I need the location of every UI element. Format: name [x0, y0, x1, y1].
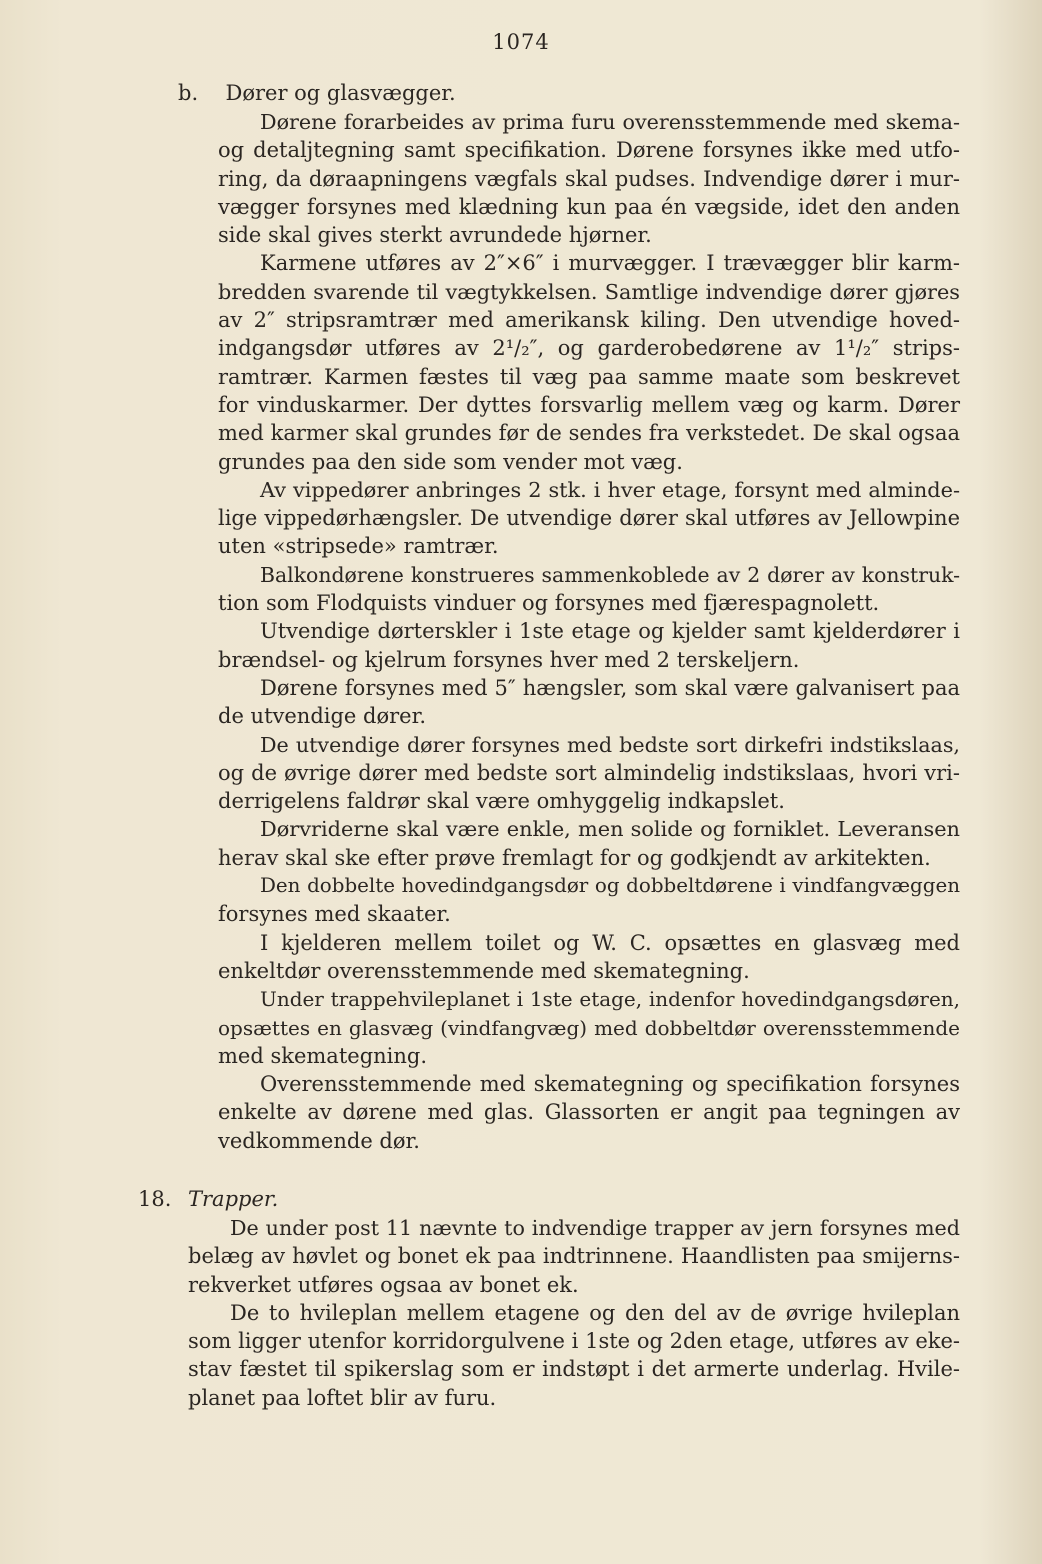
text-line: De utvendige dører forsynes med bedste sort dirkefri indstikslaas, — [260, 732, 960, 757]
paragraph — [218, 617, 964, 674]
text-line: side skal gives sterkt avrundede hjørner. — [218, 223, 652, 248]
paragraph — [218, 476, 964, 561]
text-line: med skemategning. — [218, 1043, 428, 1068]
text-line: som ligger utenfor korridorgulvene i 1ste og 2den etage, utføres av eke- — [188, 1329, 960, 1354]
text-line: planet paa loftet blir av furu. — [188, 1385, 497, 1410]
text-line: rekverket utføres ogsaa av bonet ek. — [188, 1272, 579, 1297]
text-line: Den dobbelte hovedindgangsdør og dobbeltdørene i vindfangvæggen — [260, 874, 960, 898]
text-line: forsynes med skaater. — [218, 902, 451, 927]
text-line: vægger forsynes med klædning kun paa én vægside, idet den anden — [218, 194, 960, 219]
text-line: grundes paa den side som vender mot væg. — [218, 449, 683, 474]
page-number: 1074 — [492, 30, 550, 54]
section-title: Dører og glasvægger. — [225, 81, 456, 105]
text-line: med karmer skal grundes før de sendes fra verkstedet. De skal ogsaa — [218, 421, 960, 446]
paragraph — [218, 561, 964, 618]
text-line: Dørene forsynes med 5″ hængsler, som skal være galvanisert paa — [260, 675, 960, 700]
text-line: enkelte av dørene med glas. Glassorten er angit paa tegningen av — [218, 1100, 960, 1125]
section-doors-and-glass-walls — [178, 78, 964, 1155]
paragraph — [218, 674, 964, 731]
text-line: ring, da døraapningens vægfals skal pudses. Indvendige dører i mur- — [218, 166, 960, 191]
text-line: stav fæstet til spikerslag som er indstøpt i det armerte underlag. Hvile- — [188, 1357, 960, 1382]
text-line: tion som Flodquists vinduer og forsynes med fjærespagnolett. — [218, 591, 880, 616]
text-line: opsættes en glasvæg (vindfangvæg) med dobbeltdør overensstemmende — [218, 1015, 960, 1040]
paragraph — [218, 985, 964, 1070]
text-line: Balkondørene konstrueres sammenkoblede av 2 dører av konstruk- — [260, 562, 960, 587]
section-stairs — [138, 1184, 968, 1412]
text-line: og detaljtegning samt specifikation. Dørene forsynes ikke med utfo- — [218, 138, 960, 163]
text-line: herav skal ske efter prøve fremlagt for og godkjendt av arkitekten. — [218, 845, 931, 870]
text-line: belæg av høvlet og bonet ek paa indtrinnene. Haandlisten paa smijerns- — [188, 1244, 960, 1269]
text-line: Overensstemmende med skemategning og specifikation forsynes — [260, 1072, 960, 1097]
paragraph — [188, 1299, 968, 1412]
text-line: ramtrær. Karmen fæstes til væg paa samme maate som beskrevet — [218, 364, 960, 389]
text-line: uten «stripsede» ramtrær. — [218, 534, 499, 559]
paragraph — [218, 929, 964, 986]
section-heading — [138, 1184, 968, 1214]
text-line: lige vippedørhængsler. De utvendige dører skal utføres av Jellowpine — [218, 506, 960, 531]
section-heading — [178, 78, 964, 108]
section-body — [188, 1214, 968, 1412]
text-line: enkeltdør overensstemmende med skemategning. — [218, 958, 750, 983]
paragraph — [218, 731, 964, 816]
text-line: derrigelens faldrør skal være omhyggelig indkapslet. — [218, 789, 785, 814]
text-line: Under trappehvileplanet i 1ste etage, indenfor hovedindgangsdøren, — [260, 987, 960, 1012]
text-line: De under post 11 nævnte to indvendige trapper av jern forsynes med — [230, 1216, 960, 1240]
paragraph — [188, 1214, 968, 1299]
section-title: Trapper. — [188, 1187, 279, 1211]
text-line: Dørene forarbeides av prima furu overensstemmende med skema- — [260, 110, 960, 134]
text-line: vedkommende dør. — [218, 1128, 420, 1153]
text-line: Karmene utføres av 2″×6″ i murvægger. I trævægger blir karm- — [260, 251, 960, 276]
paragraph — [218, 249, 964, 475]
text-line: brændsel- og kjelrum forsynes hver med 2 terskeljern. — [218, 647, 800, 672]
section-label: 18. — [138, 1187, 172, 1211]
paragraph — [218, 1070, 964, 1155]
text-line: de utvendige dører. — [218, 704, 426, 729]
text-line: av 2″ stripsramtrær med amerikansk kiling. Den utvendige hoved- — [218, 308, 960, 333]
paragraph — [218, 108, 964, 249]
text-line: for vinduskarmer. Der dyttes forsvarlig mellem væg og karm. Dører — [218, 392, 960, 417]
paragraph — [218, 815, 964, 872]
text-line: Dørvriderne skal være enkle, men solide og forniklet. Leveransen — [260, 817, 960, 842]
section-label: b. — [178, 81, 199, 105]
text-line: I kjelderen mellem toilet og W. C. opsættes en glasvæg med — [260, 930, 960, 955]
text-line: og de øvrige dører med bedste sort almindelig indstikslaas, hvori vri- — [218, 760, 960, 785]
text-line: bredden svarende til vægtykkelsen. Samtlige indvendige dører gjøres — [218, 279, 960, 304]
text-line: De to hvileplan mellem etagene og den del av de øvrige hvileplan — [230, 1300, 960, 1325]
text-line: Utvendige dørterskler i 1ste etage og kjelder samt kjelderdører i — [260, 619, 960, 644]
paragraph — [218, 872, 964, 929]
section-body — [218, 108, 964, 1155]
text-line: Av vippedører anbringes 2 stk. i hver etage, forsynt med alminde- — [260, 477, 960, 502]
text-line: indgangsdør utføres av 2¹/₂″, og garderobedørene av 1¹/₂″ strips- — [218, 336, 960, 361]
